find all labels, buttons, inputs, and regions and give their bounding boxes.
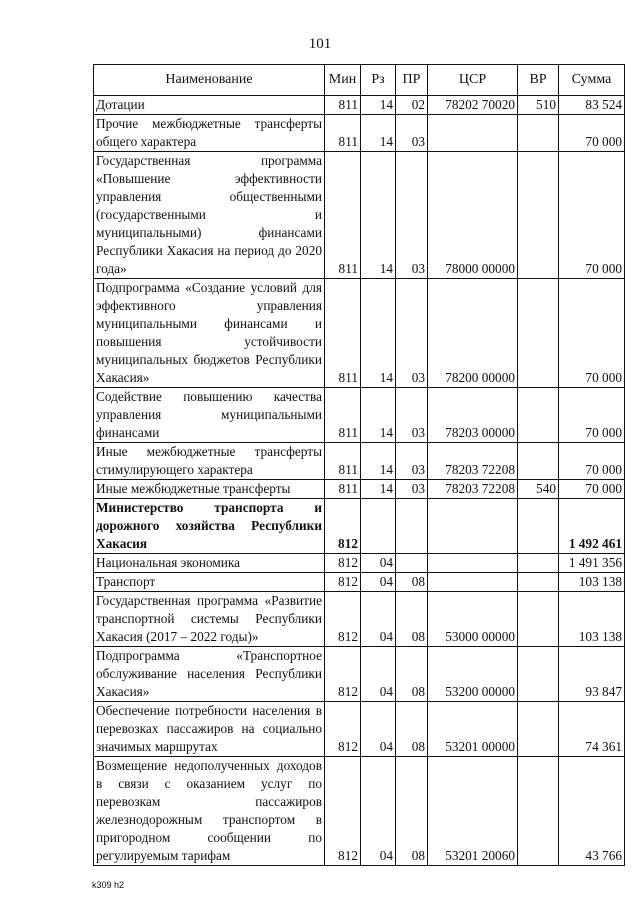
cell-vr	[518, 702, 559, 757]
cell-sum: 93 847	[559, 647, 625, 702]
cell-rz: 14	[361, 152, 396, 279]
header-pr: ПР	[396, 65, 428, 96]
table-row	[94, 573, 625, 592]
cell-pr: 08	[396, 647, 428, 702]
cell-min: 812	[325, 757, 361, 866]
cell-sum: 103 138	[559, 573, 625, 592]
cell-rz: 14	[361, 115, 396, 152]
cell-pr: 08	[396, 573, 428, 592]
cell-sum: 70 000	[559, 388, 625, 443]
cell-min: 811	[325, 115, 361, 152]
cell-pr: 08	[396, 757, 428, 866]
cell-csr: 53201 20060	[428, 757, 518, 866]
cell-min: 811	[325, 152, 361, 279]
cell-rz: 04	[361, 647, 396, 702]
cell-vr: 540	[518, 480, 559, 499]
cell-min: 812	[325, 647, 361, 702]
cell-vr	[518, 388, 559, 443]
cell-pr: 03	[396, 480, 428, 499]
cell-csr: 53000 00000	[428, 592, 518, 647]
cell-name: Подпрограмма «Создание условий для эффективного управления муниципальными финансами и повышения устойчивости муниципальных бюджетов Республики Хакасия»	[94, 279, 325, 388]
cell-sum: 70 000	[559, 279, 625, 388]
cell-min: 812	[325, 554, 361, 573]
table-row	[94, 152, 625, 279]
cell-vr: 510	[518, 96, 559, 115]
cell-name: Возмещение недополученных доходов в связи с оказанием услуг по перевозкам пассажиров железнодорожным транспортом в пригородном сообщении по регулируемым тарифам	[94, 757, 325, 866]
cell-csr: 78202 70020	[428, 96, 518, 115]
cell-vr	[518, 152, 559, 279]
cell-csr: 78200 00000	[428, 279, 518, 388]
cell-rz: 14	[361, 443, 396, 480]
cell-sum: 70 000	[559, 443, 625, 480]
cell-csr: 78203 00000	[428, 388, 518, 443]
header-rz: Рз	[361, 65, 396, 96]
cell-pr: 03	[396, 388, 428, 443]
cell-pr: 02	[396, 96, 428, 115]
cell-rz	[361, 499, 396, 554]
cell-sum: 1 491 356	[559, 554, 625, 573]
cell-pr: 03	[396, 279, 428, 388]
cell-pr: 03	[396, 443, 428, 480]
cell-pr	[396, 499, 428, 554]
header-name: Наименование	[94, 65, 325, 96]
footer-code: k309 h2	[92, 880, 125, 890]
table-row	[94, 647, 625, 702]
cell-rz: 04	[361, 592, 396, 647]
cell-sum: 43 766	[559, 757, 625, 866]
cell-name: Иные межбюджетные трансферты	[94, 480, 325, 499]
cell-name: Иные межбюджетные трансферты стимулирующего характера	[94, 443, 325, 480]
cell-rz: 04	[361, 573, 396, 592]
cell-min: 812	[325, 573, 361, 592]
cell-sum: 70 000	[559, 115, 625, 152]
cell-csr	[428, 115, 518, 152]
cell-pr: 08	[396, 702, 428, 757]
cell-vr	[518, 573, 559, 592]
cell-pr: 08	[396, 592, 428, 647]
cell-sum: 74 361	[559, 702, 625, 757]
cell-vr	[518, 499, 559, 554]
cell-vr	[518, 757, 559, 866]
table-row	[94, 592, 625, 647]
header-csr: ЦСР	[428, 65, 518, 96]
cell-min: 812	[325, 592, 361, 647]
table-header-row	[94, 65, 625, 96]
cell-min: 812	[325, 702, 361, 757]
header-min: Мин	[325, 65, 361, 96]
table-row	[94, 499, 625, 554]
cell-sum: 103 138	[559, 592, 625, 647]
cell-rz: 04	[361, 702, 396, 757]
cell-rz: 14	[361, 388, 396, 443]
cell-csr: 78203 72208	[428, 443, 518, 480]
cell-sum: 70 000	[559, 152, 625, 279]
table-row	[94, 388, 625, 443]
page-number: 101	[308, 36, 332, 52]
header-vr: ВР	[518, 65, 559, 96]
cell-name: Дотации	[94, 96, 325, 115]
cell-sum: 83 524	[559, 96, 625, 115]
table-row	[94, 757, 625, 866]
table-row	[94, 702, 625, 757]
cell-min: 812	[325, 499, 361, 554]
cell-min: 811	[325, 388, 361, 443]
cell-rz: 14	[361, 96, 396, 115]
cell-vr	[518, 647, 559, 702]
cell-vr	[518, 279, 559, 388]
cell-rz: 14	[361, 480, 396, 499]
cell-min: 811	[325, 443, 361, 480]
table-row	[94, 96, 625, 115]
table-row	[94, 443, 625, 480]
cell-sum: 70 000	[559, 480, 625, 499]
cell-min: 811	[325, 96, 361, 115]
header-sum: Сумма	[559, 65, 625, 96]
cell-name: Прочие межбюджетные трансферты общего характера	[94, 115, 325, 152]
cell-csr: 53201 00000	[428, 702, 518, 757]
cell-vr	[518, 554, 559, 573]
cell-name: Государственная программа «Повышение эффективности управления общественными (государственными и муниципальными) финансами Республики Хакасия на период до 2020 года»	[94, 152, 325, 279]
cell-rz: 04	[361, 554, 396, 573]
cell-name: Транспорт	[94, 573, 325, 592]
cell-name: Государственная программа «Развитие транспортной системы Республики Хакасия (2017 – 2022 годы)»	[94, 592, 325, 647]
table-row	[94, 115, 625, 152]
table-row	[94, 554, 625, 573]
cell-min: 811	[325, 279, 361, 388]
cell-name: Подпрограмма «Транспортное обслуживание населения Республики Хакасия»	[94, 647, 325, 702]
cell-name: Министерство транспорта и дорожного хозяйства Республики Хакасия	[94, 499, 325, 554]
cell-csr	[428, 554, 518, 573]
cell-pr	[396, 554, 428, 573]
cell-rz: 04	[361, 757, 396, 866]
cell-name: Обеспечение потребности населения в перевозках пассажиров на социально значимых маршрутах	[94, 702, 325, 757]
cell-csr	[428, 573, 518, 592]
cell-csr: 78203 72208	[428, 480, 518, 499]
cell-csr: 78000 00000	[428, 152, 518, 279]
cell-name: Содействие повышению качества управления муниципальными финансами	[94, 388, 325, 443]
budget-table	[93, 64, 625, 866]
cell-rz: 14	[361, 279, 396, 388]
cell-name: Национальная экономика	[94, 554, 325, 573]
cell-sum: 1 492 461	[559, 499, 625, 554]
cell-pr: 03	[396, 152, 428, 279]
table-row	[94, 480, 625, 499]
cell-csr	[428, 499, 518, 554]
table-row	[94, 279, 625, 388]
cell-vr	[518, 443, 559, 480]
cell-pr: 03	[396, 115, 428, 152]
cell-min: 811	[325, 480, 361, 499]
cell-vr	[518, 115, 559, 152]
cell-csr: 53200 00000	[428, 647, 518, 702]
cell-vr	[518, 592, 559, 647]
